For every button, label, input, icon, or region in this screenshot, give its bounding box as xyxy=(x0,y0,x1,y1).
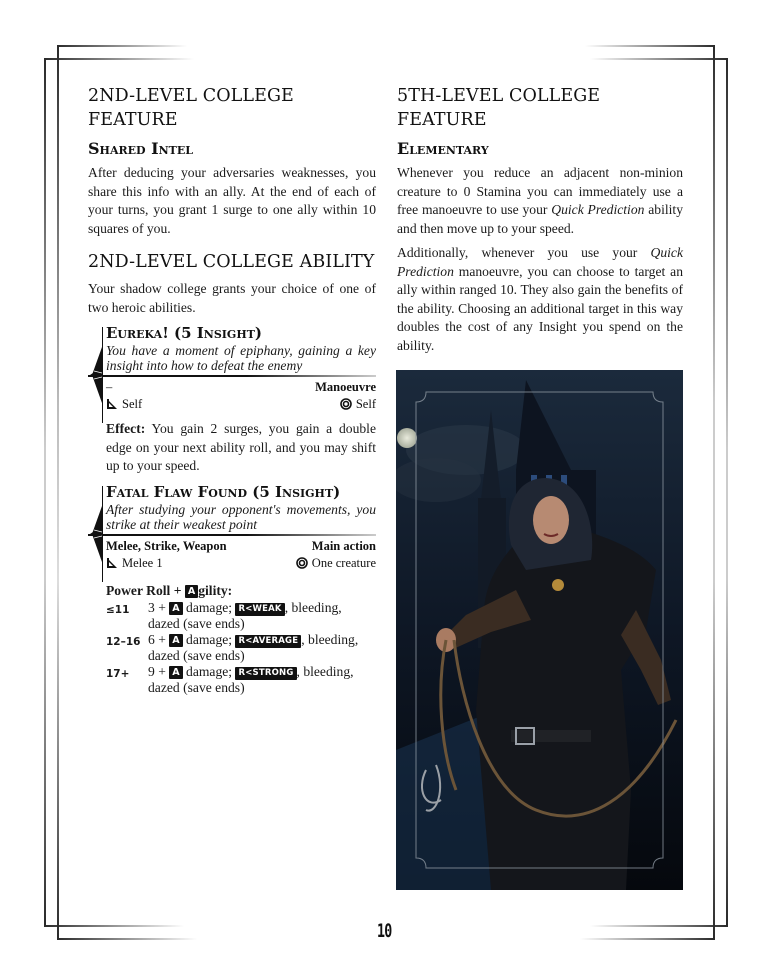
ability-target: One creature xyxy=(311,555,376,570)
ability-keywords-row xyxy=(106,538,376,555)
power-roll-tier-3 xyxy=(106,664,376,696)
section-heading: 2ND-LEVEL COLLEGE FEATURE xyxy=(88,86,294,130)
potency-badge: R<WEAK xyxy=(235,603,284,616)
characteristic-badge: A xyxy=(185,585,198,598)
page-frame-line xyxy=(44,925,184,927)
ability-keywords-row xyxy=(106,379,376,396)
page-frame-line xyxy=(726,58,728,926)
ability-block-fatal-flaw-found xyxy=(88,482,376,696)
tier-range: 12–16 xyxy=(106,635,141,648)
page-frame-line xyxy=(57,45,59,940)
tier-text: 9 + A damage; R<STRONG , bleeding, dazed (save ends) xyxy=(148,663,354,695)
ability-title: Eureka! (5 Insight) xyxy=(106,324,262,342)
page-frame-line xyxy=(44,58,194,60)
page-frame-line xyxy=(713,45,715,940)
ability-action-type: Manoeuvre xyxy=(315,380,376,394)
right-column xyxy=(397,84,683,355)
potency-badge: R<AVERAGE xyxy=(235,635,301,648)
ability-effect xyxy=(106,420,376,476)
power-roll-label: Power Roll + xyxy=(106,582,185,598)
section-intro: Your shadow college grants your choice of one of two heroic abilities. xyxy=(88,281,376,315)
ability-block-eureka xyxy=(88,323,376,476)
section-heading: 2ND-LEVEL COLLEGE ABILITY xyxy=(88,252,375,272)
characteristic-badge: A xyxy=(169,602,182,615)
tier-text: 6 + A damage; R<AVERAGE , bleeding, dazed (save ends) xyxy=(148,631,359,663)
feature-body-paragraph-1: Whenever you reduce an adjacent non-minion creature to 0 Stamina you can immediately use a free manoeuvre to use your Quick Prediction ability and then move up to your speed. xyxy=(397,165,683,236)
ability-action-type: Main action xyxy=(311,538,376,553)
potency-badge: R<STRONG xyxy=(235,667,296,680)
feature-body-paragraph-2: Additionally, whenever you use your Quick Prediction manoeuvre, you can choose to target an ally within ranged 10. They also gain the benefits of the ability. Choosing an additional target in this way doubles the cost of any Insight you spend on the ability. xyxy=(397,245,683,353)
page-number: 10 xyxy=(377,920,392,942)
ability-title: Fatal Flaw Found (5 Insight) xyxy=(106,482,341,501)
effect-label: Effect: xyxy=(106,421,146,436)
page-frame-line xyxy=(585,45,715,47)
tier-text: 3 + A damage; R<WEAK , bleeding, dazed (save ends) xyxy=(148,599,342,631)
ability-distance: Melee 1 xyxy=(122,555,163,570)
tier-range: 17+ xyxy=(106,667,130,680)
distance-icon xyxy=(106,557,118,569)
character-artwork xyxy=(396,370,683,890)
page-frame-line xyxy=(57,938,197,940)
ability-keywords: – xyxy=(106,380,113,394)
page-frame-line xyxy=(590,925,728,927)
page-frame-line xyxy=(57,45,187,47)
page-frame-line xyxy=(44,58,46,926)
ability-keywords: Melee, Strike, Weapon xyxy=(106,538,227,553)
rogue-illustration xyxy=(396,370,683,890)
divider xyxy=(88,534,376,536)
left-column xyxy=(88,84,376,696)
tier-range: ≤11 xyxy=(106,603,130,616)
power-roll-tier-1 xyxy=(106,600,376,632)
ability-flavor: After studying your opponent's movements, you strike at their weakest point xyxy=(106,501,376,532)
effect-text: You gain 2 surges, you gain a double edge on your next ability roll, and you may shift up to your speed. xyxy=(106,421,376,473)
target-icon xyxy=(296,557,308,569)
ability-distance: Self xyxy=(122,397,143,411)
ability-flavor: You have a moment of epiphany, gaining a key insight into how to defeat the enemy xyxy=(106,343,376,373)
ability-target: Self xyxy=(355,397,376,411)
characteristic-badge: A xyxy=(169,666,182,679)
feature-title: Elementary xyxy=(397,139,489,158)
ability-spike-ornament-icon xyxy=(90,327,104,423)
characteristic-badge: A xyxy=(169,634,182,647)
page-frame-line xyxy=(580,938,715,940)
section-heading: 5TH-LEVEL COLLEGE FEATURE xyxy=(397,86,601,130)
power-roll-heading xyxy=(106,582,376,600)
power-roll-label-suffix: gility: xyxy=(198,582,233,598)
page-frame-line xyxy=(590,58,728,60)
ability-distance-row xyxy=(106,396,376,413)
distance-icon xyxy=(106,398,118,410)
feature-body: After deducing your adversaries weaknesses, you share this info with an ally. At the end of each of your turns, you grant 1 surge to one ally within 10 squares of you. xyxy=(88,165,376,236)
ability-distance-row xyxy=(106,555,376,572)
target-icon xyxy=(340,398,352,410)
power-roll-tier-2 xyxy=(106,632,376,664)
divider xyxy=(88,375,376,377)
ability-spike-ornament-icon xyxy=(90,486,104,582)
feature-title: Shared Intel xyxy=(88,139,193,158)
